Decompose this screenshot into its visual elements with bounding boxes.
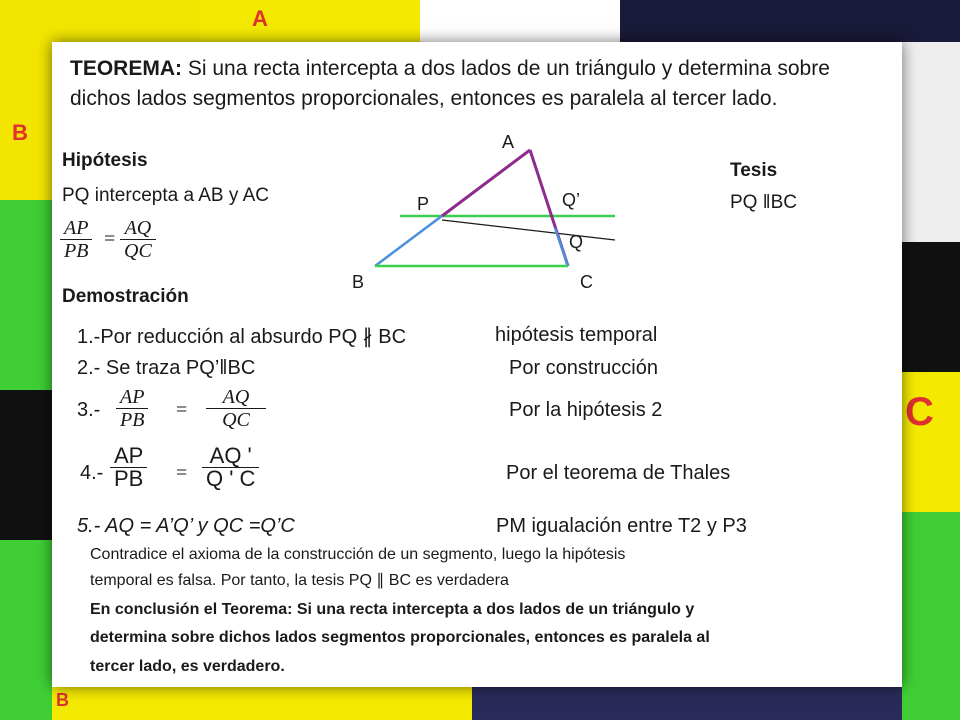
- label-a: A: [502, 132, 515, 152]
- step-5: 5.- AQ = A’Q’ y QC =Q’C: [77, 515, 295, 537]
- contradiction-line-1: Contradice el axioma de la construcción de un segmento, luego la hipótesis: [90, 546, 626, 563]
- theorem-text: Si una recta intercepta a dos lados de un triángulo y determina sobre dichos lados segmentos proporcionales, entonces es paralela al tercer lado.: [70, 57, 830, 110]
- background-collage: B A C B: [0, 0, 960, 720]
- step-4-fraction-right: AQ ' Q ' C: [202, 445, 259, 490]
- step-3-reason: Por la hipótesis 2: [509, 399, 663, 421]
- step-1: 1.-Por reducción al absurdo PQ ∦ BC: [77, 326, 407, 348]
- hypothesis-fraction-left: AP PB: [60, 217, 92, 262]
- label-q-prime: Q’: [562, 190, 580, 210]
- contradiction-line-2: temporal es falsa. Por tanto, la tesis PQ ∥ BC es verdadera: [90, 572, 509, 589]
- label-c: C: [580, 272, 593, 292]
- hypothesis-fraction-right: AQ QC: [120, 217, 156, 262]
- thesis-heading: Tesis: [730, 160, 778, 181]
- step-3-fraction-right: AQ QC: [206, 386, 266, 431]
- step-3-fraction-left: AP PB: [116, 386, 148, 431]
- label-p: P: [417, 194, 430, 214]
- thesis-statement: PQ ‖BC: [730, 192, 797, 213]
- label-b: B: [352, 272, 365, 292]
- step-4-fraction-left: AP PB: [110, 445, 147, 490]
- step-2: 2.- Se traza PQ’‖BC: [77, 357, 256, 379]
- step-5-reason: PM igualación entre T2 y P3: [496, 515, 747, 537]
- label-q: Q: [569, 232, 584, 252]
- hypothesis-equals: =: [104, 228, 116, 250]
- step-2-reason: Por construcción: [509, 357, 658, 379]
- theorem-label: TEOREMA:: [70, 57, 182, 80]
- step-4-equals: =: [176, 462, 188, 484]
- conclusion-line-3: tercer lado, es verdadero.: [90, 658, 285, 675]
- secant-line-pq: [442, 220, 615, 240]
- step-3: 3.-: [77, 399, 101, 421]
- hypothesis-statement: PQ intercepta a AB y AC: [62, 185, 269, 206]
- demonstration-heading: Demostración: [62, 286, 189, 307]
- step-4-reason: Por el teorema de Thales: [506, 462, 731, 484]
- conclusion-line-1: En conclusión el Teorema: Si una recta intercepta a dos lados de un triángulo y: [90, 601, 695, 618]
- conclusion-line-2: determina sobre dichos lados segmentos proporcionales, entonces es paralela al: [90, 629, 710, 646]
- theorem-statement: [70, 54, 890, 114]
- slide: [52, 42, 902, 687]
- hypothesis-heading: Hipótesis: [62, 150, 148, 171]
- step-1-reason: hipótesis temporal: [495, 324, 658, 346]
- step-4: 4.-: [80, 462, 104, 484]
- side-ab-upper: [442, 150, 530, 216]
- step-3-equals: =: [176, 399, 188, 421]
